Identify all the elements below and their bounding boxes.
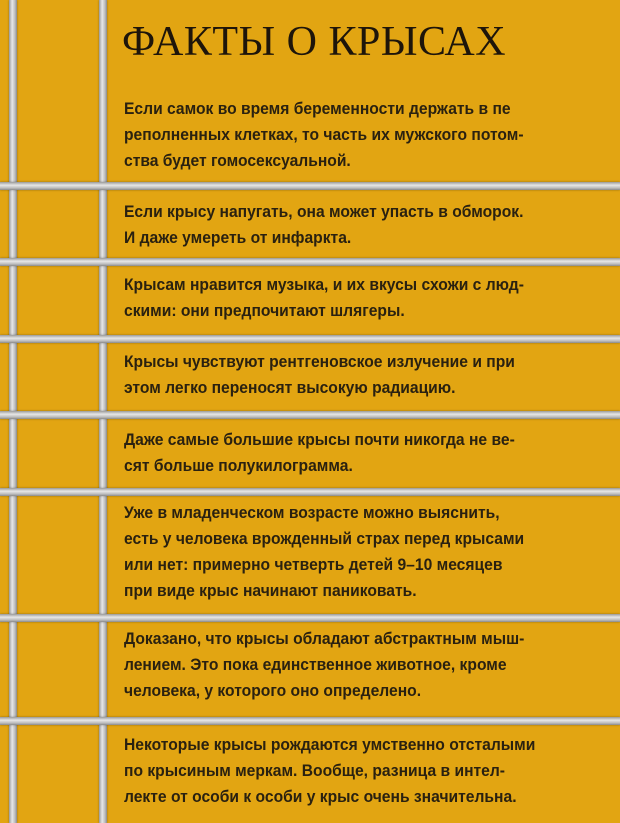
horizontal-bar-4	[0, 411, 620, 419]
fact-item: Даже самые большие крысы почти никогда не ве- сят больше полукилограмма.	[124, 430, 515, 475]
fact-item: Некоторые крысы рождаются умственно отсталыми по крысиным меркам. Вообще, разница в интел- лекте от особи к особи у крыс очень значительна.	[124, 735, 536, 806]
horizontal-bar-3	[0, 335, 620, 343]
horizontal-bar-5	[0, 488, 620, 496]
fact-item: Крысы чувствуют рентгеновское излучение и при этом легко переносят высокую радиацию.	[124, 352, 515, 397]
horizontal-bar-1	[0, 182, 620, 190]
fact-item: Если самок во время беременности держать в пе реполненных клетках, то часть их мужского потом- ства будет гомосексуальной.	[124, 99, 524, 170]
horizontal-bar-2	[0, 258, 620, 266]
horizontal-bar-7	[0, 717, 620, 725]
fact-item: Крысам нравится музыка, и их вкусы схожи с люд- скими: они предпочитают шлягеры.	[124, 275, 524, 320]
fact-item: Доказано, что крысы обладают абстрактным мыш- лением. Это пока единственное животное, кроме человека, у которого оно определено.	[124, 629, 525, 700]
fact-item: Если крысу напугать, она может упасть в обморок. И даже умереть от инфаркта.	[124, 202, 524, 247]
fact-item: Уже в младенческом возрасте можно выяснить, есть у человека врожденный страх перед крысами или нет: примерно четверть детей 9–10 месяцев при виде крыс начинают паниковать.	[124, 503, 525, 600]
horizontal-bar-6	[0, 614, 620, 622]
page-title: ФАКТЫ О КРЫСАХ	[122, 19, 507, 65]
